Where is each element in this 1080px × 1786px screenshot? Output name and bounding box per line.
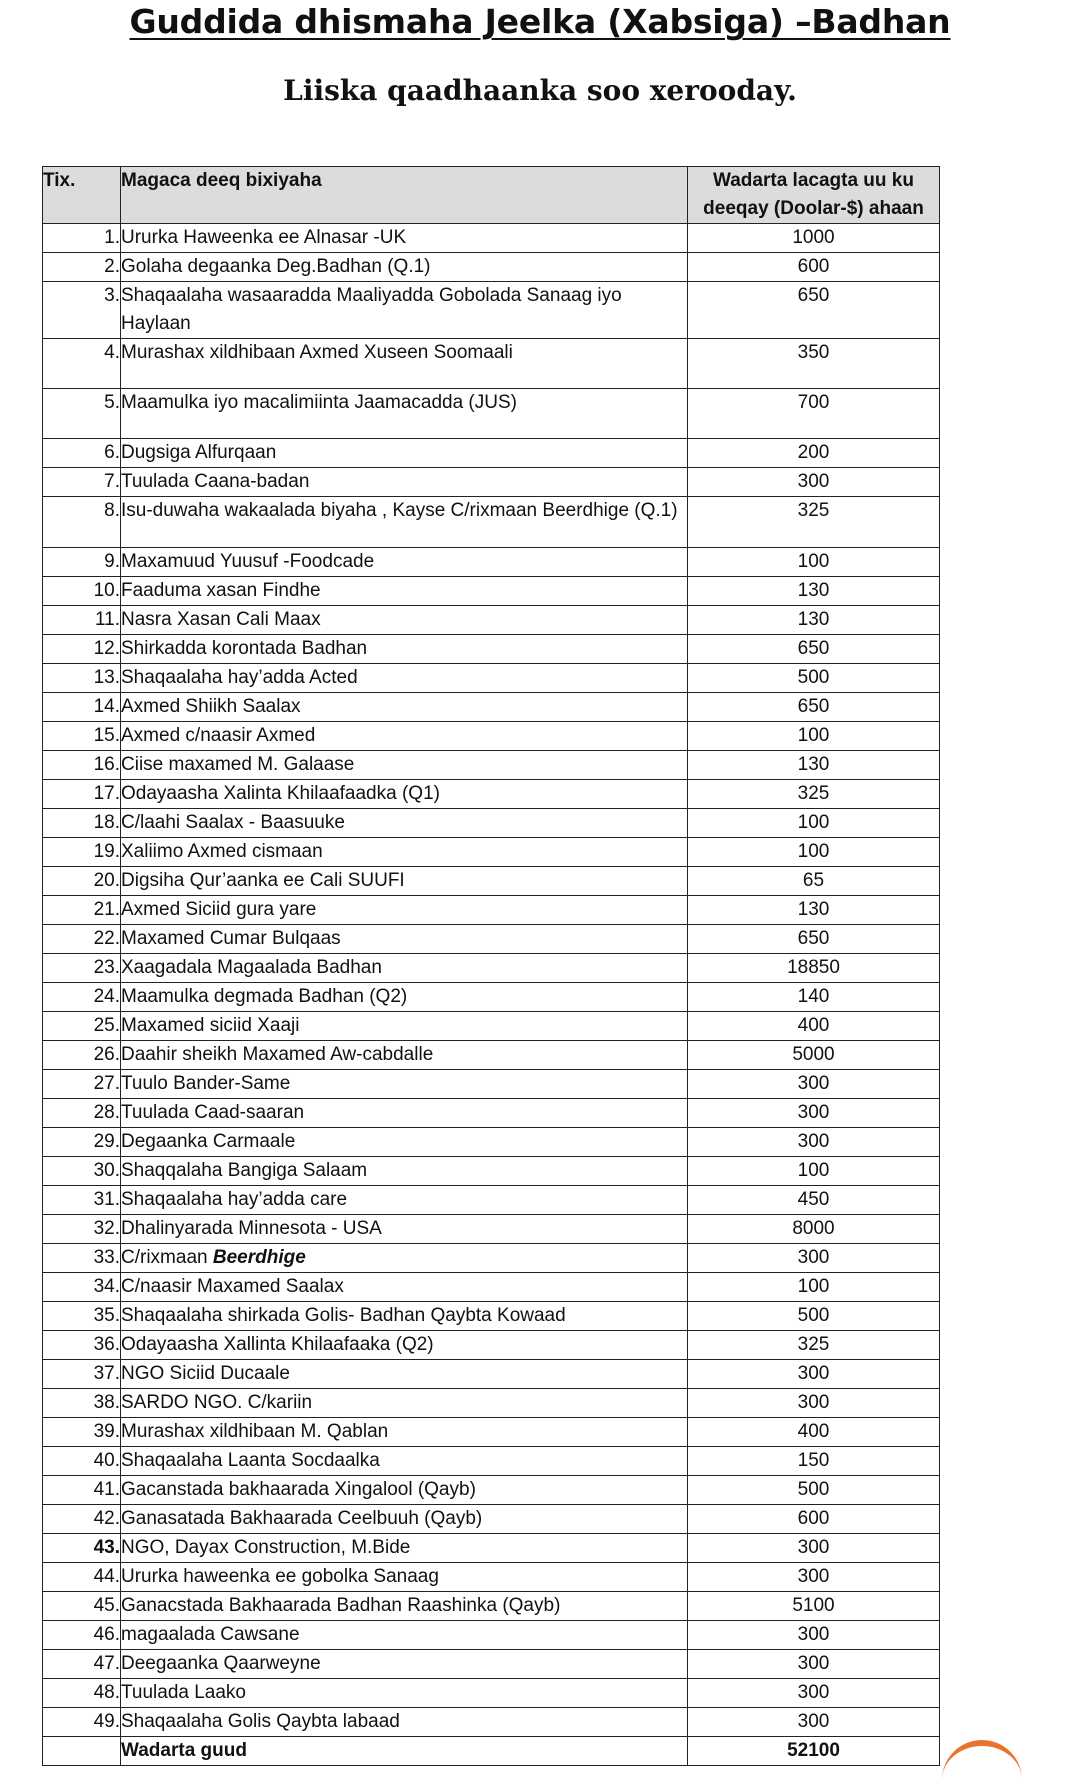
table-row — [43, 1157, 940, 1186]
table-row — [43, 635, 940, 664]
donor-name: Daahir sheikh Maxamed Aw-cabdalle — [121, 1041, 688, 1070]
row-number: 49. — [43, 1708, 121, 1737]
table-row — [43, 1679, 940, 1708]
donor-name: Dugsiga Alfurqaan — [121, 439, 688, 468]
donor-name: Shaqaalaha shirkada Golis- Badhan Qaybta Kowaad — [121, 1302, 688, 1331]
donor-name: Axmed Siciid gura yare — [121, 896, 688, 925]
donor-name: SARDO NGO. C/kariin — [121, 1389, 688, 1418]
row-number: 14. — [43, 693, 121, 722]
table-row — [43, 282, 940, 339]
donation-amount: 300 — [688, 1621, 940, 1650]
table-row — [43, 1012, 940, 1041]
donor-name: Shaqaalaha Laanta Socdaalka — [121, 1447, 688, 1476]
donor-name: Maamulka degmada Badhan (Q2) — [121, 983, 688, 1012]
donation-amount: 1000 — [688, 224, 940, 253]
donor-name: Ciise maxamed M. Galaase — [121, 751, 688, 780]
donor-name: magaalada Cawsane — [121, 1621, 688, 1650]
table-row — [43, 1563, 940, 1592]
row-number: 27. — [43, 1070, 121, 1099]
donor-name: Shaqaalaha wasaaradda Maaliyadda Gobolada Sanaag iyo Haylaan — [121, 282, 688, 339]
total-row — [43, 1737, 940, 1766]
donor-name: Tuulada Laako — [121, 1679, 688, 1708]
donor-name: Tuulada Caana-badan — [121, 468, 688, 497]
donor-name: Tuulo Bander-Same — [121, 1070, 688, 1099]
table-row — [43, 439, 940, 468]
donation-amount: 100 — [688, 1273, 940, 1302]
table-row — [43, 664, 940, 693]
donor-name: Xaagadala Magaalada Badhan — [121, 954, 688, 983]
row-number: 12. — [43, 635, 121, 664]
row-number: 41. — [43, 1476, 121, 1505]
donor-name: C/laahi Saalax - Baasuuke — [121, 809, 688, 838]
donation-amount: 18850 — [688, 954, 940, 983]
donor-name: Axmed Shiikh Saalax — [121, 693, 688, 722]
row-number: 44. — [43, 1563, 121, 1592]
donation-amount: 650 — [688, 693, 940, 722]
table-row — [43, 224, 940, 253]
row-number: 11. — [43, 606, 121, 635]
row-number: 38. — [43, 1389, 121, 1418]
table-row — [43, 809, 940, 838]
donation-amount: 130 — [688, 606, 940, 635]
donation-amount: 325 — [688, 1331, 940, 1360]
donor-name: Nasra Xasan Cali Maax — [121, 606, 688, 635]
donation-amount: 300 — [688, 1128, 940, 1157]
table-row — [43, 1215, 940, 1244]
table-row — [43, 548, 940, 577]
column-header-amount — [688, 167, 940, 224]
donation-amount: 100 — [688, 809, 940, 838]
donation-amount: 5000 — [688, 1041, 940, 1070]
donor-name: Gacanstada bakhaarada Xingalool (Qayb) — [121, 1476, 688, 1505]
table-row — [43, 1389, 940, 1418]
donation-amount: 400 — [688, 1012, 940, 1041]
donation-amount: 325 — [688, 780, 940, 809]
row-number: 7. — [43, 468, 121, 497]
donation-amount: 300 — [688, 1070, 940, 1099]
table-row — [43, 1708, 940, 1737]
donation-amount: 600 — [688, 253, 940, 282]
column-header-amount-line2: deeqay (Doolar-$) ahaan — [703, 198, 924, 219]
donation-amount: 5100 — [688, 1592, 940, 1621]
donor-name: Murashax xildhibaan Axmed Xuseen Soomaali — [121, 339, 688, 389]
row-number: 29. — [43, 1128, 121, 1157]
table-header-row — [43, 167, 940, 224]
row-number: 17. — [43, 780, 121, 809]
donation-amount: 150 — [688, 1447, 940, 1476]
donor-name: NGO, Dayax Construction, M.Bide — [121, 1534, 688, 1563]
table-row — [43, 693, 940, 722]
table-row — [43, 339, 940, 389]
row-number: 37. — [43, 1360, 121, 1389]
row-number: 1. — [43, 224, 121, 253]
donor-name: Shaqqalaha Bangiga Salaam — [121, 1157, 688, 1186]
document-title: Guddida dhismaha Jeelka (Xabsiga) –Badhan — [129, 2, 951, 41]
table-row — [43, 954, 940, 983]
table-row — [43, 497, 940, 548]
row-number: 28. — [43, 1099, 121, 1128]
row-number: 42. — [43, 1505, 121, 1534]
row-number: 4. — [43, 339, 121, 389]
donation-amount: 600 — [688, 1505, 940, 1534]
row-number: 9. — [43, 548, 121, 577]
row-number: 39. — [43, 1418, 121, 1447]
total-label: Wadarta guud — [121, 1737, 688, 1766]
donation-amount: 700 — [688, 389, 940, 439]
row-number: 21. — [43, 896, 121, 925]
table-row — [43, 606, 940, 635]
table-row — [43, 983, 940, 1012]
donation-amount: 8000 — [688, 1215, 940, 1244]
row-number: 46. — [43, 1621, 121, 1650]
table-row — [43, 1099, 940, 1128]
donation-amount: 650 — [688, 925, 940, 954]
donation-amount: 300 — [688, 1389, 940, 1418]
row-number: 40. — [43, 1447, 121, 1476]
row-number: 47. — [43, 1650, 121, 1679]
table-row — [43, 925, 940, 954]
table-row — [43, 1070, 940, 1099]
table-row — [43, 1592, 940, 1621]
table-row — [43, 1621, 940, 1650]
total-amount: 52100 — [688, 1737, 940, 1766]
table-row — [43, 867, 940, 896]
donation-amount: 500 — [688, 664, 940, 693]
row-number: 32. — [43, 1215, 121, 1244]
row-number: 43. — [43, 1534, 121, 1563]
row-number: 16. — [43, 751, 121, 780]
row-number: 22. — [43, 925, 121, 954]
donation-amount: 650 — [688, 282, 940, 339]
donation-amount: 130 — [688, 577, 940, 606]
row-number: 33. — [43, 1244, 121, 1273]
donor-name: Shaqaalaha hay’adda care — [121, 1186, 688, 1215]
donor-name: Dhalinyarada Minnesota - USA — [121, 1215, 688, 1244]
table-body — [43, 224, 940, 1737]
table-row — [43, 1186, 940, 1215]
row-number: 24. — [43, 983, 121, 1012]
donor-name — [121, 1244, 688, 1273]
donor-name: Golaha degaanka Deg.Badhan (Q.1) — [121, 253, 688, 282]
row-number: 45. — [43, 1592, 121, 1621]
donation-amount: 400 — [688, 1418, 940, 1447]
table-row — [43, 1041, 940, 1070]
donor-name: Ganasatada Bakhaarada Ceelbuuh (Qayb) — [121, 1505, 688, 1534]
row-number: 36. — [43, 1331, 121, 1360]
row-number: 23. — [43, 954, 121, 983]
donation-amount: 100 — [688, 838, 940, 867]
table-row — [43, 389, 940, 439]
table-row — [43, 1302, 940, 1331]
donation-amount: 200 — [688, 439, 940, 468]
donation-amount: 300 — [688, 1708, 940, 1737]
row-number: 6. — [43, 439, 121, 468]
table-row — [43, 1331, 940, 1360]
table-row — [43, 780, 940, 809]
donor-name: Odayaasha Xalinta Khilaafaadka (Q1) — [121, 780, 688, 809]
row-number: 20. — [43, 867, 121, 896]
row-number: 35. — [43, 1302, 121, 1331]
table-row — [43, 1505, 940, 1534]
donation-amount: 500 — [688, 1476, 940, 1505]
donor-name: Tuulada Caad-saaran — [121, 1099, 688, 1128]
donor-name: Shaqaalaha Golis Qaybta labaad — [121, 1708, 688, 1737]
column-header-name: Magaca deeq bixiyaha — [121, 167, 688, 224]
donor-name: Deegaanka Qaarweyne — [121, 1650, 688, 1679]
donation-amount: 130 — [688, 896, 940, 925]
table-row — [43, 896, 940, 925]
row-number: 26. — [43, 1041, 121, 1070]
donor-name: Ururka Haweenka ee Alnasar -UK — [121, 224, 688, 253]
donation-amount: 300 — [688, 1650, 940, 1679]
table-row — [43, 468, 940, 497]
table-row — [43, 577, 940, 606]
row-number: 2. — [43, 253, 121, 282]
total-no-cell — [43, 1737, 121, 1766]
table-row — [43, 1128, 940, 1157]
donation-amount: 130 — [688, 751, 940, 780]
donor-name: Ganacstada Bakhaarada Badhan Raashinka (Qayb) — [121, 1592, 688, 1621]
table-row — [43, 1244, 940, 1273]
document-subtitle: Liiska qaadhaanka soo xerooday. — [283, 74, 797, 107]
donation-amount: 300 — [688, 468, 940, 497]
donation-amount: 100 — [688, 722, 940, 751]
donor-name: Odayaasha Xallinta Khilaafaaka (Q2) — [121, 1331, 688, 1360]
donation-amount: 300 — [688, 1099, 940, 1128]
row-number: 25. — [43, 1012, 121, 1041]
donation-amount: 650 — [688, 635, 940, 664]
donor-name-emphasis: Beerdhige — [212, 1247, 306, 1268]
donation-amount: 300 — [688, 1679, 940, 1708]
donor-name: Shirkadda korontada Badhan — [121, 635, 688, 664]
table-row — [43, 1273, 940, 1302]
donor-name: Maxamed siciid Xaaji — [121, 1012, 688, 1041]
donation-amount: 65 — [688, 867, 940, 896]
donor-name: Digsiha Qur’aanka ee Cali SUUFI — [121, 867, 688, 896]
donation-amount: 500 — [688, 1302, 940, 1331]
column-header-amount-line1: Wadarta lacagta uu ku — [713, 170, 914, 191]
donor-name: Degaanka Carmaale — [121, 1128, 688, 1157]
donor-name: Isu-duwaha wakaalada biyaha , Kayse C/rixmaan Beerdhige (Q.1) — [121, 497, 688, 548]
table-row — [43, 1360, 940, 1389]
row-number: 48. — [43, 1679, 121, 1708]
row-number: 10. — [43, 577, 121, 606]
table-row — [43, 253, 940, 282]
table-row — [43, 1534, 940, 1563]
row-number: 15. — [43, 722, 121, 751]
table-row — [43, 722, 940, 751]
table-row — [43, 1476, 940, 1505]
table-row — [43, 838, 940, 867]
donor-name: Xaliimo Axmed cismaan — [121, 838, 688, 867]
row-number: 30. — [43, 1157, 121, 1186]
table-row — [43, 1418, 940, 1447]
table-row — [43, 1650, 940, 1679]
row-number: 3. — [43, 282, 121, 339]
donor-name-prefix: C/rixmaan — [121, 1247, 213, 1268]
donations-table — [42, 166, 940, 1766]
row-number: 8. — [43, 497, 121, 548]
donor-name: Shaqaalaha hay’adda Acted — [121, 664, 688, 693]
donor-name: Axmed c/naasir Axmed — [121, 722, 688, 751]
table-row — [43, 1447, 940, 1476]
donor-name: Maxamed Cumar Bulqaas — [121, 925, 688, 954]
column-header-no: Tix. — [43, 167, 121, 224]
donation-amount: 100 — [688, 548, 940, 577]
donation-amount: 100 — [688, 1157, 940, 1186]
donation-amount: 300 — [688, 1360, 940, 1389]
row-number: 34. — [43, 1273, 121, 1302]
row-number: 5. — [43, 389, 121, 439]
donor-name: NGO Siciid Ducaale — [121, 1360, 688, 1389]
donation-amount: 140 — [688, 983, 940, 1012]
corner-decoration — [942, 1740, 1022, 1786]
donor-name: C/naasir Maxamed Saalax — [121, 1273, 688, 1302]
row-number: 18. — [43, 809, 121, 838]
row-number: 19. — [43, 838, 121, 867]
donor-name: Ururka haweenka ee gobolka Sanaag — [121, 1563, 688, 1592]
donor-name: Maamulka iyo macalimiinta Jaamacadda (JUS) — [121, 389, 688, 439]
donation-amount: 300 — [688, 1244, 940, 1273]
row-number: 31. — [43, 1186, 121, 1215]
donation-amount: 450 — [688, 1186, 940, 1215]
donation-amount: 325 — [688, 497, 940, 548]
donor-name: Murashax xildhibaan M. Qablan — [121, 1418, 688, 1447]
donation-amount: 300 — [688, 1534, 940, 1563]
row-number: 13. — [43, 664, 121, 693]
table-row — [43, 751, 940, 780]
donation-amount: 300 — [688, 1563, 940, 1592]
donation-amount: 350 — [688, 339, 940, 389]
donor-name: Maxamuud Yuusuf -Foodcade — [121, 548, 688, 577]
donor-name: Faaduma xasan Findhe — [121, 577, 688, 606]
